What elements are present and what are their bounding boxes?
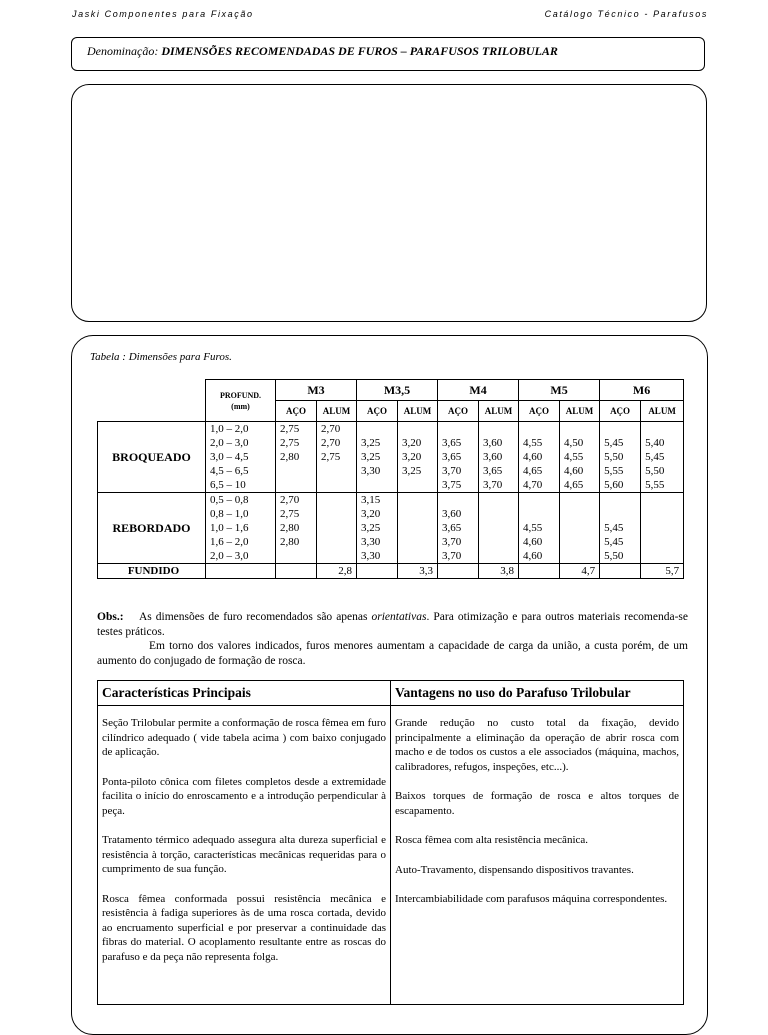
- value-cell: 5,60: [600, 478, 641, 493]
- value-cell: 3,20: [398, 436, 438, 450]
- obs-emphasis: orientativas: [371, 611, 427, 623]
- value-cell: [276, 478, 317, 493]
- value-cell: 4,7: [560, 564, 600, 579]
- value-cell: [600, 564, 641, 579]
- value-cell: [479, 507, 519, 521]
- value-cell: [479, 535, 519, 549]
- comparison-table: [97, 680, 684, 1005]
- observations: [97, 610, 688, 668]
- value-cell: 3,20: [398, 450, 438, 464]
- advantages-title: Vantagens no uso do Parafuso Trilobular: [391, 681, 684, 706]
- advantage-item: Grande redução no custo total da fixação, devido principalmente a eliminação da operação de abrir rosca com macho e de todos os custos a ele associados (máquina, machos, calibradores, refugos, inspeções, etc...).: [395, 717, 679, 773]
- value-cell: 3,70: [479, 478, 519, 493]
- value-cell: [519, 564, 560, 579]
- header-catalog: Catálogo Técnico - Parafusos: [544, 9, 708, 19]
- value-cell: [479, 521, 519, 535]
- value-cell: 2,75: [276, 507, 317, 521]
- empty-corner: [98, 380, 206, 422]
- material-header: AÇO: [276, 401, 317, 422]
- value-cell: 4,50: [560, 436, 600, 450]
- value-cell: 2,80: [276, 521, 317, 535]
- value-cell: [317, 493, 357, 508]
- value-cell: [398, 549, 438, 564]
- value-cell: [560, 549, 600, 564]
- value-cell: 5,50: [641, 464, 684, 478]
- value-cell: [357, 422, 398, 437]
- value-cell: 4,55: [560, 450, 600, 464]
- value-cell: 3,65: [438, 450, 479, 464]
- value-cell: 2,70: [317, 436, 357, 450]
- value-cell: [398, 478, 438, 493]
- image-area: [71, 84, 707, 322]
- depth-cell: 0,5 – 0,8: [206, 493, 276, 508]
- value-cell: 3,65: [479, 464, 519, 478]
- advantages-list: [391, 706, 684, 1005]
- value-cell: 3,70: [438, 549, 479, 564]
- value-cell: [438, 564, 479, 579]
- obs-text-1: As dimensões de furo recomendados são apenas: [138, 611, 368, 623]
- value-cell: 5,7: [641, 564, 684, 579]
- value-cell: 3,25: [357, 521, 398, 535]
- value-cell: 4,60: [519, 535, 560, 549]
- value-cell: 2,75: [276, 436, 317, 450]
- material-header: AÇO: [519, 401, 560, 422]
- value-cell: [357, 478, 398, 493]
- denomination-title: DIMENSÕES RECOMENDADAS DE FUROS – PARAFUSOS TRILOBULAR: [161, 44, 558, 58]
- value-cell: [600, 493, 641, 508]
- size-m5: M5: [519, 380, 600, 401]
- value-cell: [641, 521, 684, 535]
- table-row: [98, 422, 684, 437]
- value-cell: 4,60: [560, 464, 600, 478]
- value-cell: 3,65: [438, 436, 479, 450]
- value-cell: [398, 422, 438, 437]
- value-cell: [317, 521, 357, 535]
- value-cell: 5,45: [600, 436, 641, 450]
- value-cell: [560, 507, 600, 521]
- value-cell: [438, 493, 479, 508]
- header-company: Jaski Componentes para Fixação: [72, 9, 254, 19]
- value-cell: 3,70: [438, 535, 479, 549]
- value-cell: [317, 478, 357, 493]
- value-cell: 3,75: [438, 478, 479, 493]
- advantage-item: Auto-Travamento, dispensando dispositivos travantes.: [395, 863, 634, 876]
- value-cell: 2,8: [317, 564, 357, 579]
- value-cell: 3,70: [438, 464, 479, 478]
- value-cell: [357, 564, 398, 579]
- value-cell: [560, 535, 600, 549]
- table-row: [98, 493, 684, 508]
- value-cell: [317, 507, 357, 521]
- group-label: FUNDIDO: [98, 564, 206, 579]
- value-cell: 3,8: [479, 564, 519, 579]
- value-cell: [398, 535, 438, 549]
- value-cell: [641, 549, 684, 564]
- value-cell: 3,60: [479, 450, 519, 464]
- depth-cell: 1,0 – 1,6: [206, 521, 276, 535]
- value-cell: [398, 493, 438, 508]
- value-cell: [519, 507, 560, 521]
- obs-label: Obs.:: [97, 611, 124, 623]
- value-cell: 4,60: [519, 450, 560, 464]
- obs-text-3: Em torno dos valores indicados, furos menores aumentam a capacidade de carga da união, a custa porém, de um aumento do conjugado de formação de rosca.: [97, 640, 688, 667]
- depth-cell: 1,0 – 2,0: [206, 422, 276, 437]
- prof-header: PROFUND. (mm): [206, 380, 276, 422]
- value-cell: 3,60: [479, 436, 519, 450]
- value-cell: 4,55: [519, 521, 560, 535]
- value-cell: [560, 521, 600, 535]
- characteristic-item: Ponta-piloto cônica com filetes completos desde a extremidade facilita o início do enroscamento e a introdução perpendicular à peça.: [102, 775, 386, 817]
- value-cell: [479, 549, 519, 564]
- characteristics-list: [98, 706, 391, 1005]
- value-cell: 5,45: [600, 535, 641, 549]
- value-cell: 3,30: [357, 464, 398, 478]
- value-cell: 3,25: [357, 450, 398, 464]
- value-cell: [519, 422, 560, 437]
- value-cell: 3,15: [357, 493, 398, 508]
- value-cell: [560, 422, 600, 437]
- value-cell: [641, 493, 684, 508]
- advantage-item: Baixos torques de formação de rosca e altos torques de escapamento.: [395, 790, 679, 817]
- value-cell: 4,60: [519, 549, 560, 564]
- material-header: ALUM: [641, 401, 684, 422]
- depth-cell: 2,0 – 3,0: [206, 549, 276, 564]
- value-cell: [438, 422, 479, 437]
- material-header: AÇO: [438, 401, 479, 422]
- value-cell: 5,55: [600, 464, 641, 478]
- advantage-item: Rosca fêmea com alta resistência mecânica.: [395, 834, 589, 846]
- value-cell: 2,75: [317, 450, 357, 464]
- value-cell: 5,45: [641, 450, 684, 464]
- size-m3: M3: [276, 380, 357, 401]
- depth-cell: 4,5 – 6,5: [206, 464, 276, 478]
- depth-cell: 0,8 – 1,0: [206, 507, 276, 521]
- material-header: ALUM: [398, 401, 438, 422]
- group-label: BROQUEADO: [98, 422, 206, 493]
- value-cell: 5,50: [600, 549, 641, 564]
- material-header: AÇO: [357, 401, 398, 422]
- table-caption: Tabela : Dimensões para Furos.: [90, 351, 232, 363]
- value-cell: [641, 507, 684, 521]
- value-cell: 4,70: [519, 478, 560, 493]
- value-cell: 3,60: [438, 507, 479, 521]
- value-cell: [519, 493, 560, 508]
- value-cell: 4,55: [519, 436, 560, 450]
- dimensions-table: [97, 379, 684, 579]
- value-cell: 5,40: [641, 436, 684, 450]
- value-cell: 2,70: [276, 493, 317, 508]
- value-cell: [641, 422, 684, 437]
- value-cell: [317, 535, 357, 549]
- value-cell: 2,80: [276, 450, 317, 464]
- depth-cell: 2,0 – 3,0: [206, 436, 276, 450]
- value-cell: [398, 521, 438, 535]
- value-cell: [276, 564, 317, 579]
- value-cell: 2,75: [276, 422, 317, 437]
- advantage-item: Intercambiabilidade com parafusos máquina correspondentes.: [395, 893, 668, 905]
- value-cell: 3,30: [357, 549, 398, 564]
- depth-cell: 6,5 – 10: [206, 478, 276, 493]
- value-cell: 5,50: [600, 450, 641, 464]
- value-cell: [317, 464, 357, 478]
- value-cell: 2,70: [317, 422, 357, 437]
- obs-text-2: . Para otimização e para outros materiais recomenda-se testes práticos.: [97, 611, 688, 638]
- size-m4: M4: [438, 380, 519, 401]
- value-cell: [479, 493, 519, 508]
- value-cell: 3,25: [398, 464, 438, 478]
- value-cell: [641, 535, 684, 549]
- depth-cell: 3,0 – 4,5: [206, 450, 276, 464]
- value-cell: [560, 493, 600, 508]
- group-label: REBORDADO: [98, 493, 206, 564]
- value-cell: 3,30: [357, 535, 398, 549]
- value-cell: 2,80: [276, 535, 317, 549]
- value-cell: 3,65: [438, 521, 479, 535]
- value-cell: 4,65: [560, 478, 600, 493]
- material-header: AÇO: [600, 401, 641, 422]
- value-cell: [600, 422, 641, 437]
- value-cell: 5,45: [600, 521, 641, 535]
- value-cell: 4,65: [519, 464, 560, 478]
- value-cell: 3,20: [357, 507, 398, 521]
- depth-cell: 1,6 – 2,0: [206, 535, 276, 549]
- size-m3-5: M3,5: [357, 380, 438, 401]
- denomination-label: Denominação:: [87, 44, 159, 58]
- denomination-box: [71, 37, 705, 71]
- material-header: ALUM: [479, 401, 519, 422]
- value-cell: 3,25: [357, 436, 398, 450]
- characteristic-item: Seção Trilobular permite a conformação de rosca fêmea em furo cilíndrico adequado ( vide tabela acima ) com baixo conjugado de aplicação.: [102, 717, 386, 758]
- table-row-fundido: [98, 564, 684, 579]
- value-cell: [398, 507, 438, 521]
- depth-cell: [206, 564, 276, 579]
- characteristic-item: Rosca fêmea conformada possui resistência mecânica e resistência à fadiga superiores às de uma rosca cortada, devido ao encruamento superficial e por preservar a continuidade das fibras do material. O acoplamento resultante entre as roscas do parafuso e da peça não representa folga.: [102, 892, 386, 963]
- value-cell: [276, 464, 317, 478]
- material-header: ALUM: [560, 401, 600, 422]
- value-cell: 3,3: [398, 564, 438, 579]
- size-m6: M6: [600, 380, 684, 401]
- value-cell: [276, 549, 317, 564]
- material-header: ALUM: [317, 401, 357, 422]
- value-cell: [479, 422, 519, 437]
- value-cell: [317, 549, 357, 564]
- value-cell: 5,55: [641, 478, 684, 493]
- characteristic-item: Tratamento térmico adequado assegura alta dureza superficial e resistência à torção, características mecânicas requeridas para o cumprimento de sua função.: [102, 834, 386, 875]
- value-cell: [600, 507, 641, 521]
- characteristics-title: Características Principais: [98, 681, 391, 706]
